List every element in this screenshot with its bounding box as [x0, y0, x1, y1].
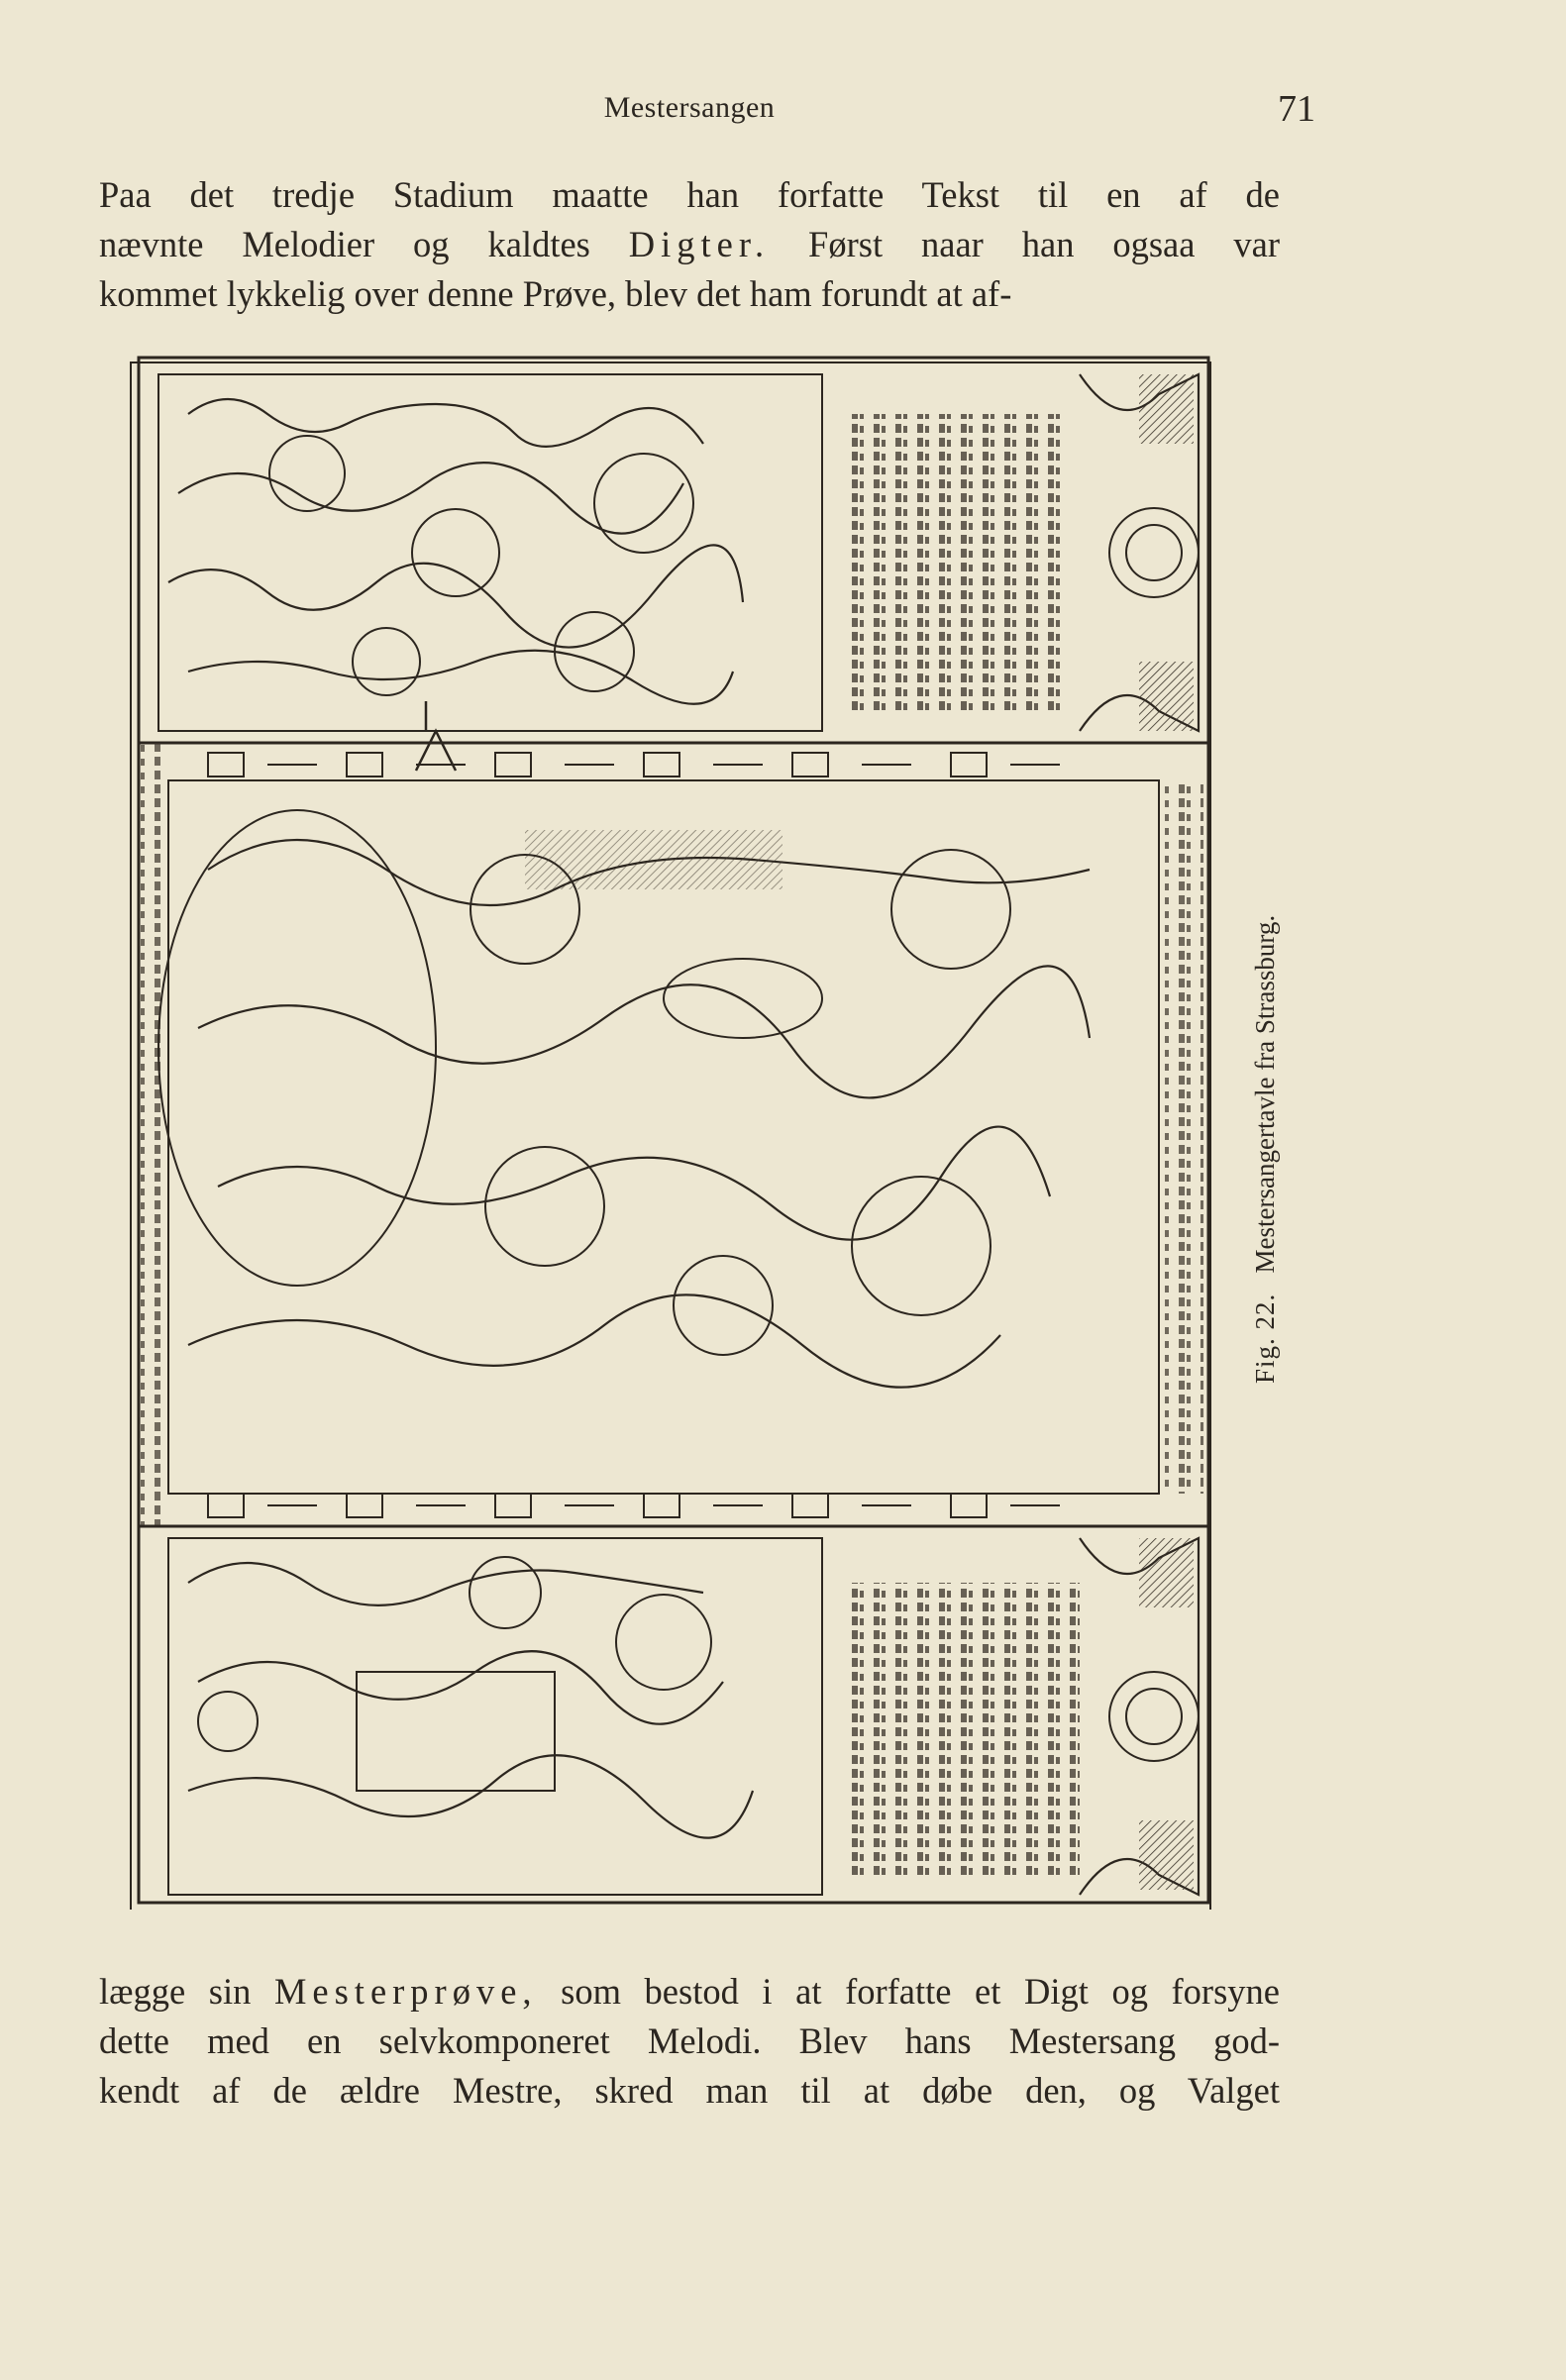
text-segment: Først naar han ogsaa var [770, 224, 1280, 264]
text-segment: som bestod i at forfatte et Digt og forsyne [537, 1971, 1280, 2012]
text-line: kommet lykkelig over denne Prøve, blev det ham forundt at af- [99, 273, 1012, 314]
figure-caption-text: Mestersangertavle fra Strassburg. [1250, 914, 1280, 1274]
text-line: kendt af de ældre Mestre, skred man til at døbe den, og Valget [99, 2070, 1280, 2111]
page-number: 71 [1278, 88, 1315, 130]
text-segment: lægge sin [99, 1971, 274, 2012]
figure-caption [1250, 915, 1281, 1384]
text-line [99, 1967, 1280, 2017]
figure-caption-label: Fig. 22. [1250, 1293, 1280, 1384]
emphasized-word: Mesterprøve, [273, 1971, 538, 2012]
figure-engraving [129, 355, 1218, 1910]
emphasized-word: Digter. [628, 224, 771, 264]
text-segment: nævnte Melodier og kaldtes [99, 224, 629, 264]
running-header-title: Mestersangen [603, 91, 776, 124]
paragraph-bottom [99, 1967, 1280, 2116]
text-line [99, 220, 1280, 269]
text-line: Paa det tredje Stadium maatte han forfatte Tekst til en af de [99, 174, 1280, 215]
engraving-illustration [129, 355, 1218, 1910]
text-line: dette med en selvkomponeret Melodi. Blev hans Mestersang god- [99, 2020, 1280, 2061]
paragraph-top [99, 170, 1280, 319]
